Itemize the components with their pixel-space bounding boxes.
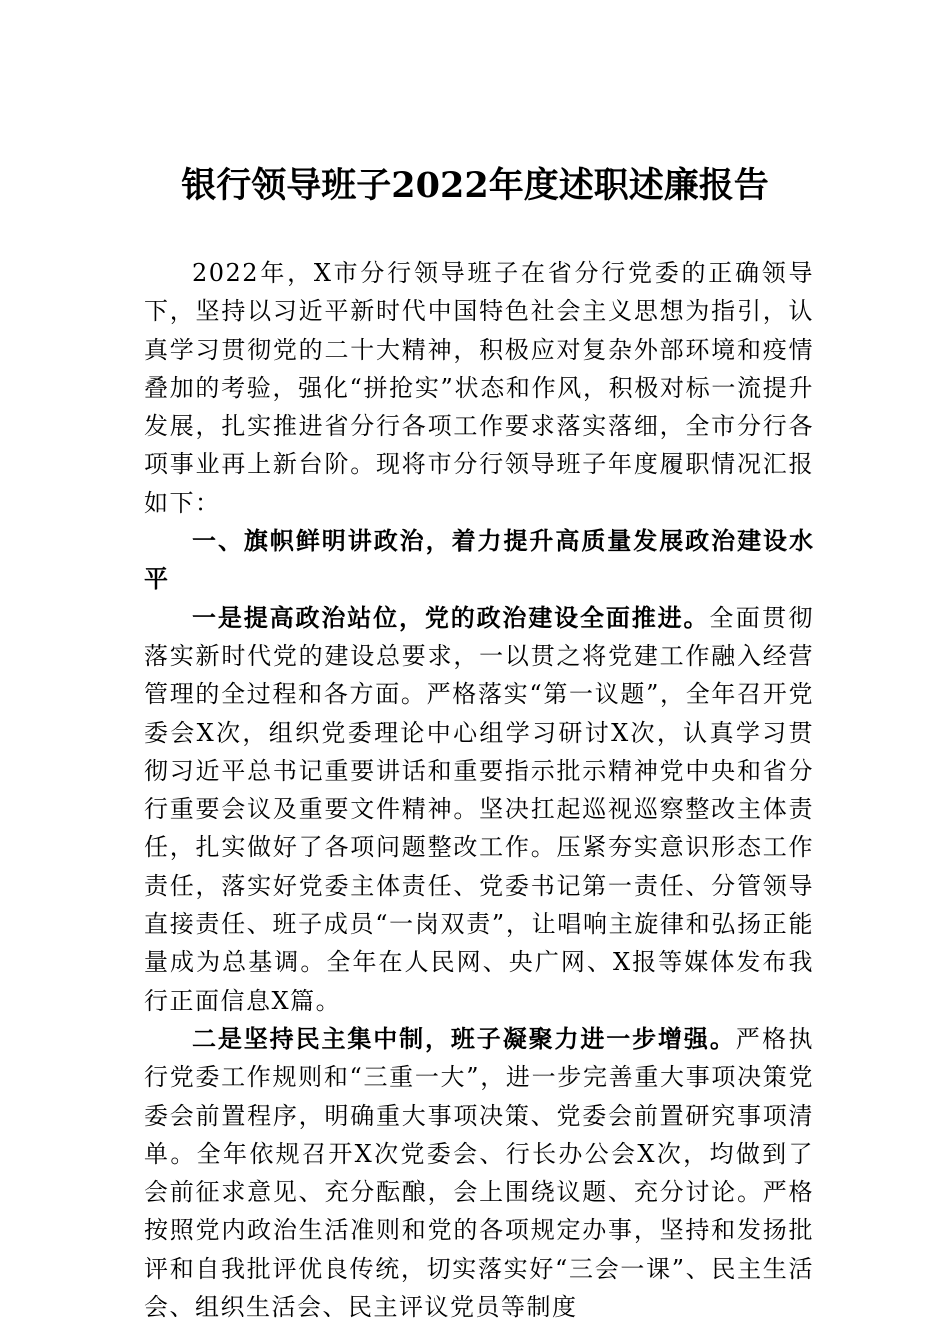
point-1-lead: 一是提高政治站位，党的政治建设全面推进。 <box>192 603 710 632</box>
point-1-text: 全面贯彻落实新时代党的建设总要求，一以贯之将党建工作融入经营管理的全过程和各方面。严格落实“第一议题”，全年召开党委会X次，组织党委理论中心组学习研讨X次，认真学习贯彻习近平总书记重要讲话和重要指示批示精神党中央和省分行重要会议及重要文件精神。坚决扛起巡视巡察整改主体责任，扎实做好了各项问题整改工作。压紧夯实意识形态工作责任，落实好党委主体责任、党委书记第一责任、分管领导直接责任、班子成员“一岗双责”，让唱响主旋律和弘扬正能量成为总基调。全年在人民网、央广网、X报等媒体发布我行正面信息X篇。 <box>144 603 814 1015</box>
intro-paragraph: 2022年，X市分行领导班子在省分行党委的正确领导下，坚持以习近平新时代中国特色社会主义思想为指引，认真学习贯彻党的二十大精神，积极应对复杂外部环境和疫情叠加的考验，强化“拼抢实”状态和作风，积极对标一流提升发展，扎实推进省分行各项工作要求落实落细，全市分行各项事业再上新台阶。现将市分行领导班子年度履职情况汇报如下： <box>144 259 814 517</box>
document-body <box>144 254 814 1326</box>
paragraph-point-2 <box>144 1020 814 1326</box>
point-2-text: 严格执行党委工作规则和“三重一大”，进一步完善重大事项决策党委会前置程序，明确重大事项决策、党委会前置研究事项清单。全年依规召开X次党委会、行长办公会X次，均做到了会前征求意见、充分酝酿，会上围绕议题、充分讨论。严格按照党内政治生活准则和党的各项规定办事，坚持和发扬批评和自我批评优良传统，切实落实好“三会一课”、民主生活会、组织生活会、民主评议党员等制度 <box>144 1024 815 1322</box>
paragraph-point-1 <box>144 599 814 1020</box>
section-heading-1: 一、旗帜鲜明讲政治，着力提升高质量发展政治建设水平 <box>144 527 814 594</box>
point-2-lead: 二是坚持民主集中制，班子凝聚力进一步增强。 <box>192 1024 736 1053</box>
document-title: 银行领导班子2022年度述职述廉报告 <box>181 165 769 206</box>
